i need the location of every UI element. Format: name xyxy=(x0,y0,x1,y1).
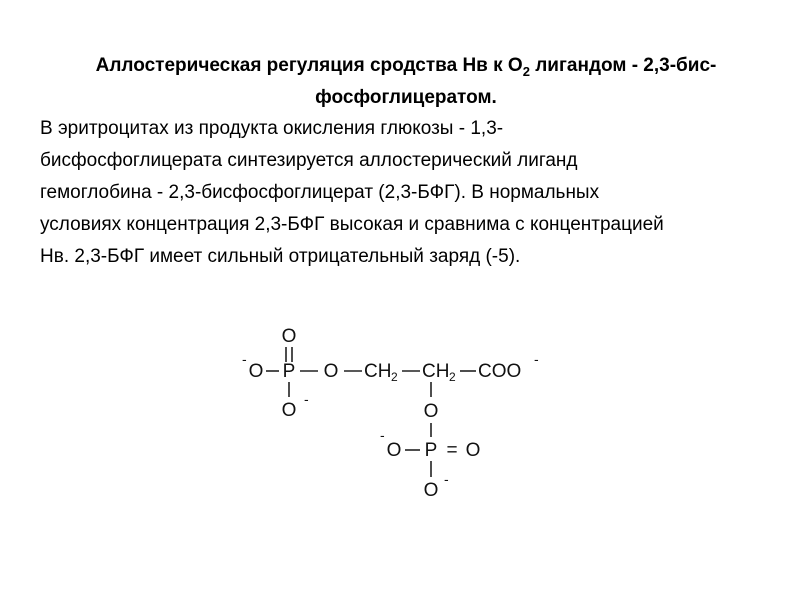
formula-atom-o: O xyxy=(248,361,264,382)
title-line2: фосфоглицератом. xyxy=(315,87,497,108)
formula-group-coo: COO xyxy=(478,361,522,382)
slide-title xyxy=(40,50,772,114)
formula-group-ch: CH xyxy=(422,361,450,382)
formula-atom-p: P xyxy=(424,440,438,461)
body-line: Нв. 2,3-БФГ имеет сильный отрицательный заряд (-5). xyxy=(40,246,521,267)
title-subscript: 2 xyxy=(522,63,530,79)
formula-atom-o: O xyxy=(281,326,297,347)
formula-subscript: 2 xyxy=(391,370,398,384)
formula-charge: - xyxy=(534,351,539,367)
body-line: бисфосфоглицерата синтезируется аллостерический лиганд xyxy=(40,150,578,171)
title-part1: Аллостерическая регуляция сродства Нв к О xyxy=(95,55,523,76)
body-line: гемоглобина - 2,3-бисфосфоглицерат (2,3-БФГ). В нормальных xyxy=(40,182,600,203)
title-part2: лигандом - 2,3-бис- xyxy=(529,55,717,76)
body-line: условиях концентрация 2,3-БФГ высокая и сравнима с концентрацией xyxy=(40,214,664,235)
body-line: В эритроцитах из продукта окисления глюкозы - 1,3- xyxy=(40,118,504,139)
formula-charge: - xyxy=(242,351,247,367)
formula-group-ch: CH xyxy=(364,361,392,382)
formula-atom-o: O xyxy=(323,361,339,382)
formula-atom-o: O xyxy=(386,440,402,461)
slide-body xyxy=(40,113,775,273)
bpg-structural-formula xyxy=(230,320,560,505)
formula-atom-o: O xyxy=(423,480,439,501)
formula-atom-o: O xyxy=(281,400,297,421)
formula-atom-p: P xyxy=(282,361,296,382)
formula-subscript: 2 xyxy=(449,370,456,384)
formula-atom-o: O xyxy=(465,440,481,461)
formula-charge: - xyxy=(444,471,449,487)
formula-double-bond: = xyxy=(446,440,458,461)
formula-charge: - xyxy=(380,427,385,443)
formula-charge: - xyxy=(304,391,309,407)
formula-atom-o: O xyxy=(423,401,439,422)
